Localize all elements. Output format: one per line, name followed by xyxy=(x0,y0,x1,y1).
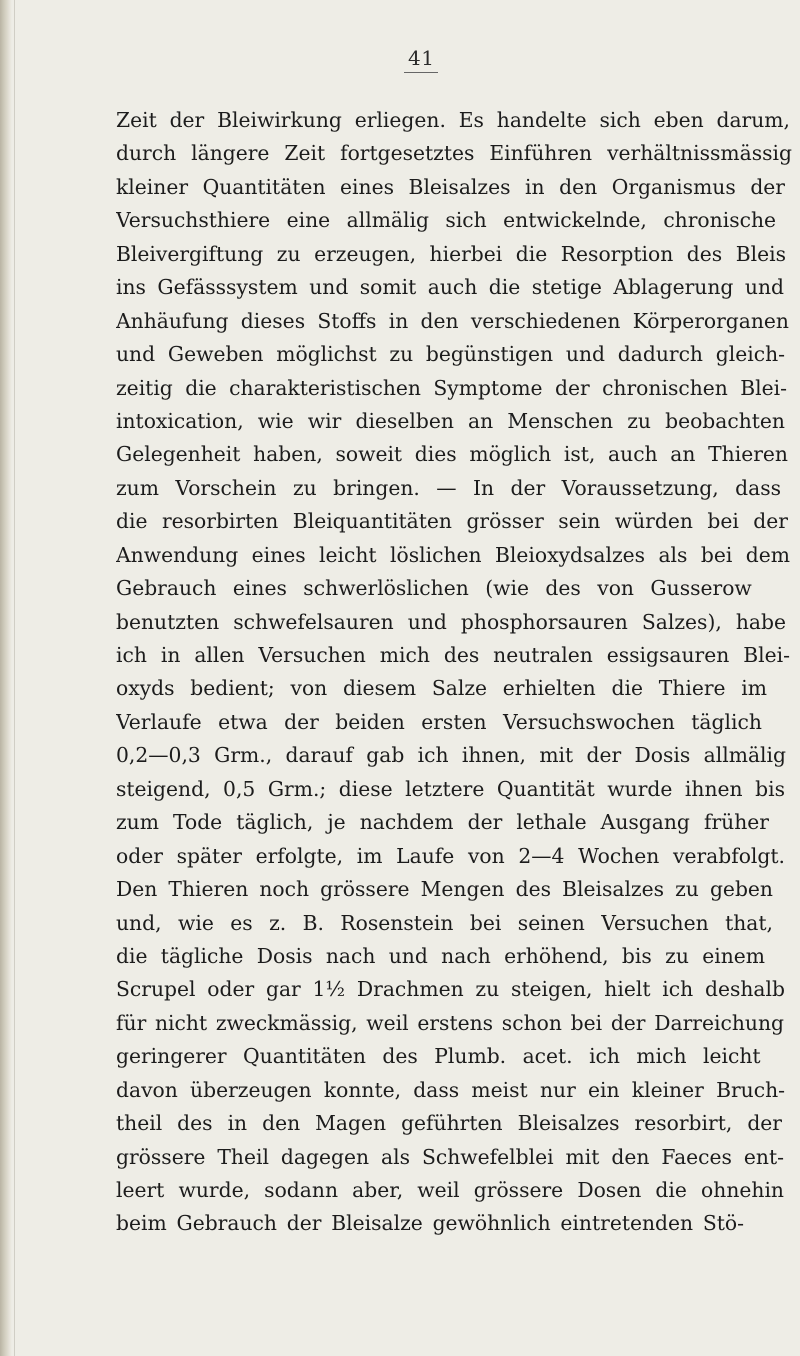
page-number: 41 xyxy=(408,46,435,70)
text-line: zum Vorschein zu bringen. — In der Voraussetzung, dass xyxy=(116,475,782,500)
text-line: Anwendung eines leicht löslichen Bleioxydsalzes als bei dem xyxy=(116,542,790,567)
text-line: Scrupel oder gar 1½ Drachmen zu steigen, hielt ich deshalb xyxy=(116,977,785,1002)
text-line: leert wurde, sodann aber, weil grössere Dosen die ohnehin xyxy=(116,1178,784,1202)
text-line: und Geweben möglichst zu begünstigen und dadurch gleich- xyxy=(116,342,785,367)
text-line: ins Gefässsystem und somit auch die stetige Ablagerung und xyxy=(116,275,784,300)
text-line: kleiner Quantitäten eines Bleisalzes in den Organismus der xyxy=(116,174,785,199)
text-line: beim Gebrauch der Bleisalze gewöhnlich eintretenden Stö- xyxy=(116,1211,744,1236)
body-text xyxy=(116,104,796,1241)
text-line: Gelegenheit haben, soweit dies möglich ist, auch an Thieren xyxy=(116,442,788,467)
text-line: für nicht zweckmässig, weil erstens schon bei der Darreichung xyxy=(116,1010,784,1035)
text-line: die tägliche Dosis nach und nach erhöhend, bis zu einem xyxy=(116,943,765,968)
page-binding-shadow xyxy=(14,0,15,1356)
text-line: geringerer Quantitäten des Plumb. acet. ich mich leicht xyxy=(116,1044,761,1069)
text-line: zeitig die charakteristischen Symptome der chronischen Blei- xyxy=(116,375,787,400)
text-line: durch längere Zeit fortgesetztes Einführen verhältnissmässig xyxy=(116,141,792,166)
text-line: Versuchsthiere eine allmälig sich entwickelnde, chronische xyxy=(116,208,777,233)
text-line: die resorbirten Bleiquantitäten grösser sein würden bei der xyxy=(116,509,788,534)
text-line: steigend, 0,5 Grm.; diese letztere Quantität wurde ihnen bis xyxy=(116,776,785,801)
text-line: 0,2—0,3 Grm., darauf gab ich ihnen, mit der Dosis allmälig xyxy=(116,743,786,768)
text-line: Den Thieren noch grössere Mengen des Bleisalzes zu geben xyxy=(116,877,773,902)
text-line: zum Tode täglich, je nachdem der lethale Ausgang früher xyxy=(116,810,769,835)
text-line: und, wie es z. B. Rosenstein bei seinen Versuchen that, xyxy=(116,910,773,935)
text-line: theil des in den Magen geführten Bleisalzes resorbirt, der xyxy=(116,1111,782,1136)
text-line: ich in allen Versuchen mich des neutralen essigsauren Blei- xyxy=(116,643,790,667)
text-line: Verlaufe etwa der beiden ersten Versuchswochen täglich xyxy=(116,709,762,734)
text-line: grössere Theil dagegen als Schwefelblei mit den Faeces ent- xyxy=(116,1144,784,1169)
text-line: Anhäufung dieses Stoffs in den verschiedenen Körperorganen xyxy=(116,308,789,333)
text-line: Gebrauch eines schwerlöslichen (wie des von Gusserow xyxy=(116,576,752,601)
text-line: davon überzeugen konnte, dass meist nur ein kleiner Bruch- xyxy=(116,1077,785,1102)
text-line: Zeit der Bleiwirkung erliegen. Es handelte sich eben darum, xyxy=(116,108,790,132)
page-number-underline xyxy=(404,72,438,73)
text-line: intoxication, wie wir dieselben an Menschen zu beobachten xyxy=(116,408,785,433)
page-binding-edge xyxy=(0,0,12,1356)
text-line: oxyds bedient; von diesem Salze erhielten die Thiere im xyxy=(116,676,767,701)
text-line: benutzten schwefelsauren und phosphorsauren Salzes), habe xyxy=(116,609,786,634)
text-line: oder später erfolgte, im Laufe von 2—4 Wochen verabfolgt. xyxy=(116,843,785,868)
text-line: Bleivergiftung zu erzeugen, hierbei die Resorption des Bleis xyxy=(116,241,786,266)
